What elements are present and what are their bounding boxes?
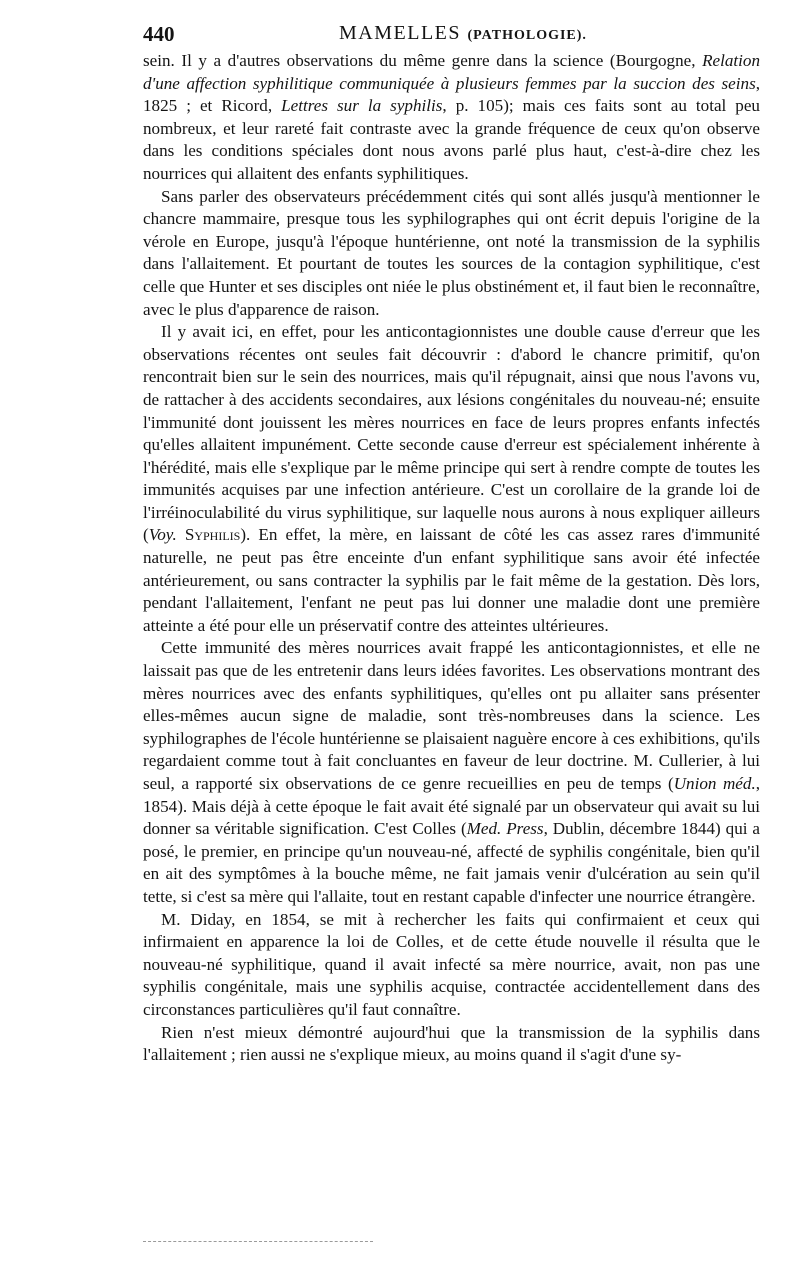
cited-title: Lettres sur la syphilis [281, 96, 443, 116]
paragraph-6: Rien n'est mieux démontré aujourd'hui que la transmission de la syphilis dans l'allaitement ; rien aussi ne s'explique mieux, au moins quand il s'agit d'une sy- [143, 1022, 760, 1065]
footer-rule [143, 1241, 373, 1242]
cited-title: Union méd. [673, 774, 756, 793]
text-run: sein. Il y a d'autres observations du même genre dans la science (Bourgogne, [143, 51, 703, 70]
page-number: 440 [143, 22, 175, 46]
running-head-subtitle: (PATHOLOGIE). [467, 28, 587, 43]
text-run: , p. 105); mais ces faits sont au total peu nombreux, et leur rareté fait contraste avec la grande fréquence de ceux qu'on observe dans les conditions spéciales dont nous avons parlé plus haut, c'est-à-dire chez les nourrices qui allaitent des enfants syphilitiques. [143, 96, 760, 183]
text-run: , Dublin, décembre 1844) qui a posé, le premier, en principe qu'un nouveau-né, affecté de syphilis congénitale, bien qu'il en ait des symptômes à la bouche même, ne fait jamais venir d'ulcération au sein qu'il tette, si c'est sa mère qui l'allaite, tout en restant capable d'infecter une nourrice étrangère. [143, 819, 761, 906]
paragraph-1 [143, 50, 760, 186]
cross-reference-term: Syphilis [184, 525, 241, 545]
paragraph-2: Sans parler des observateurs précédemment cités qui sont allés jusqu'à mentionner le chancre mammaire, presque tous les syphilographes qui ont écrit depuis l'origine de la vérole en Europe, jusqu'à l'époque huntérienne, ont noté la transmission de la syphilis dans l'allaitement. Et pourtant de toutes les sources de la contagion syphilitique, c'est celle que Hunter et ses disciples ont niée le plus obstinément et, il faut bien le reconnaître, avec le plus d'apparence de raison. [143, 186, 760, 319]
cited-title: Med. Press [466, 819, 544, 839]
cross-reference: Voy. [148, 525, 177, 545]
text-run: Il y avait ici, en effet, pour les anticontagionnistes une double cause d'erreur que les observations récentes ont seules fait découvrir : d'abord le chancre primitif, qu'on rencontrait bien sur le sein des nourrices, mais qu'il répugnait, ainsi que nous l'avons vu, de rattacher à des accidents secondaires, aux lésions congénitales du nouveau-né; ensuite l'immunité dont jouissent les mères nourrices en face de leurs propres enfants infectés qu'elles allaitent impunément. Cette seconde cause d'erreur est spécialement inhérente à l'hérédité, mais elle s'explique par le même principe qui sert à rendre compte de toutes les immunités acquises par une infection antérieure. C'est un corollaire de la grande loi de l'irréinoculabilité du virus syphilitique, sur laquelle nous aurons à nous expliquer ailleurs ( [143, 322, 760, 545]
text-run: , 1825 ; et Ricord, [143, 73, 760, 116]
page-header [143, 22, 760, 50]
paragraph-5: M. Diday, en 1854, se mit à rechercher les faits qui confirmaient et ceux qui infirmaient en apparence la loi de Colles, et de cette étude nouvelle il résulta que le nouveau-né syphilitique, quand il avait infecté sa mère nourrice, avait, non pas une syphilis congénitale, mais une syphilis acquise, contractée accidentellement dans des circonstances particulières qu'il faut connaître. [143, 909, 760, 1019]
text-run: , 1854). Mais déjà à cette époque le fait avait été signalé par un observateur qui avait su lui donner sa véritable signification. C'est Colles ( [143, 774, 760, 839]
body-text [143, 50, 760, 1067]
cited-title: Relation d'une affection syphilitique communiquée à plusieurs femmes par la succion des seins [143, 51, 760, 93]
running-head [339, 22, 587, 45]
text-run: Cette immunité des mères nourrices avait frappé les anticontagionnistes, et elle ne laissait pas que de les entretenir dans leurs idées favorites. Les observations montrant des mères nourrices avec des enfants syphilitiques, qu'elles ont pu allaiter sans présenter elles-mêmes aucun signe de maladie, sont très-nombreuses dans la science. Les syphilographes de l'école huntérienne se plaisaient naguère encore à ces exhibitions, qu'ils regardaient comme tout à fait concluantes en faveur de leur doctrine. M. Cullerier, à lui seul, a rapporté six observations de ce genre recueillies en peu de temps ( [143, 638, 760, 793]
running-head-title: MAMELLES [339, 22, 461, 44]
paragraph-3 [143, 321, 760, 637]
paragraph-4 [143, 637, 760, 908]
text-run: ). En effet, la mère, en laissant de côté les cas assez rares d'immunité naturelle, ne peut pas être enceinte d'un enfant syphilitique sans avoir été infectée antérieurement, ou sans contracter la syphilis par le fait même de la gestation. Dès lors, pendant l'allaitement, l'enfant ne peut pas lui donner une maladie dont une première atteinte a été pour elle un préservatif contre des atteintes ultérieures. [143, 525, 760, 635]
